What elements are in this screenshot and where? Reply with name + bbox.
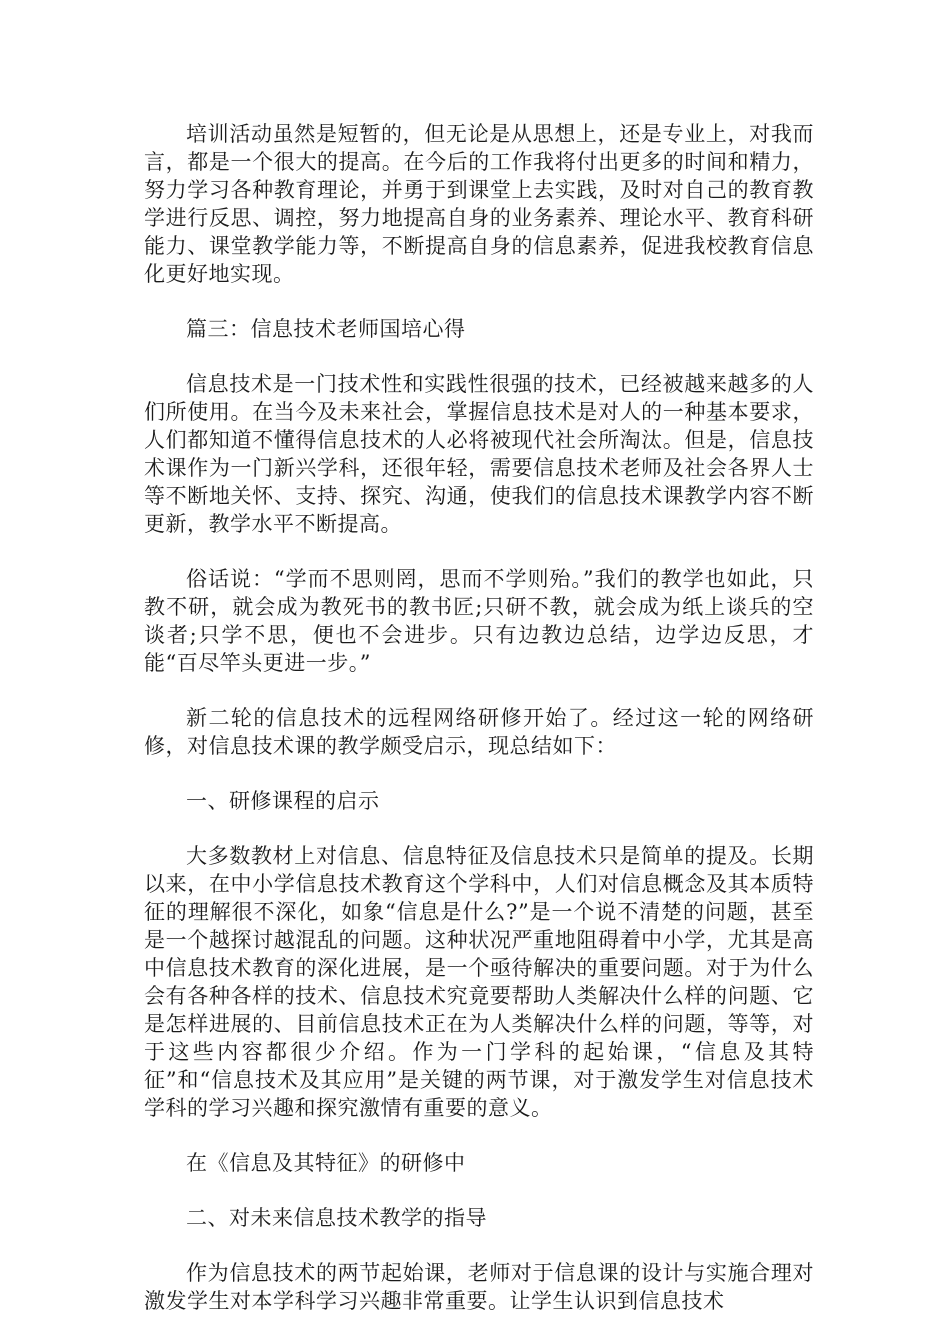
paragraph-textbook-analysis: 大多数教材上对信息、信息特征及信息技术只是简单的提及。长期以来，在中小学信息技术教育这个学科中，人们对信息概念及其本质特征的理解很不深化，如象“信息是什么?”是一个说不清楚的问题，甚至是一个越探讨越混乱的问题。这种状况严重地阻碍着中小学，尤其是高中信息技术教育的深化进展，是一个亟待解决的重要问题。对于为什么会有各种各样的技术、信息技术究竟要帮助人类解决什么样的问题、它是怎样进展的、目前信息技术正在为人类解决什么样的问题，等等，对于这些内容都很少介绍。作为一门学科的起始课，“信息及其特征”和“信息技术及其应用”是关键的两节课，对于激发学生对信息技术学科的学习兴趣和探究激情有重要的意义。 [144, 844, 814, 1120]
heading-course-inspiration: 一、研修课程的启示 [186, 789, 380, 813]
heading-info-features-study: 在《信息及其特征》的研修中 [186, 1151, 466, 1175]
paragraph-intro-lessons: 作为信息技术的两节起始课，老师对于信息课的设计与实施合理对激发学生对本学科学习兴趣非常重要。让学生认识到信息技术 [144, 1261, 814, 1313]
paragraph-it-intro: 信息技术是一门技术性和实践性很强的技术，已经被越来越多的人们所使用。在当今及未来社会，掌握信息技术是对人的一种基本要求，人们都知道不懂得信息技术的人必将被现代社会所淘汰。但是，信息技术课作为一门新兴学科，还很年轻，需要信息技术老师及社会各界人士等不断地关怀、支持、探究、沟通，使我们的信息技术课教学内容不断更新，教学水平不断提高。 [144, 372, 814, 536]
paragraph-training-reflection: 培训活动虽然是短暂的，但无论是从思想上，还是专业上，对我而言，都是一个很大的提高。在今后的工作我将付出更多的时间和精力，努力学习各种教育理论，并勇于到课堂上去实践，及时对自己的教育教学进行反思、调控，努力地提高自身的业务素养、理论水平、教育科研能力、课堂教学能力等，不断提高自身的信息素养，促进我校教育信息化更好地实现。 [144, 122, 814, 286]
section-title-part-three: 篇三：信息技术老师国培心得 [186, 317, 466, 341]
heading-future-guidance: 二、对未来信息技术教学的指导 [186, 1206, 487, 1230]
paragraph-new-round-training: 新二轮的信息技术的远程网络研修开始了。经过这一轮的网络研修，对信息技术课的教学颇受启示，现总结如下： [144, 706, 814, 758]
document-body [144, 120, 814, 1342]
paragraph-proverb: 俗话说：“学而不思则罔，思而不学则殆。”我们的教学也如此，只教不研，就会成为教死书的教书匠;只研不教，就会成为纸上谈兵的空谈者;只学不思，便也不会进步。只有边教边总结，边学边反思，才能“百尽竿头更进一步。” [144, 567, 814, 675]
